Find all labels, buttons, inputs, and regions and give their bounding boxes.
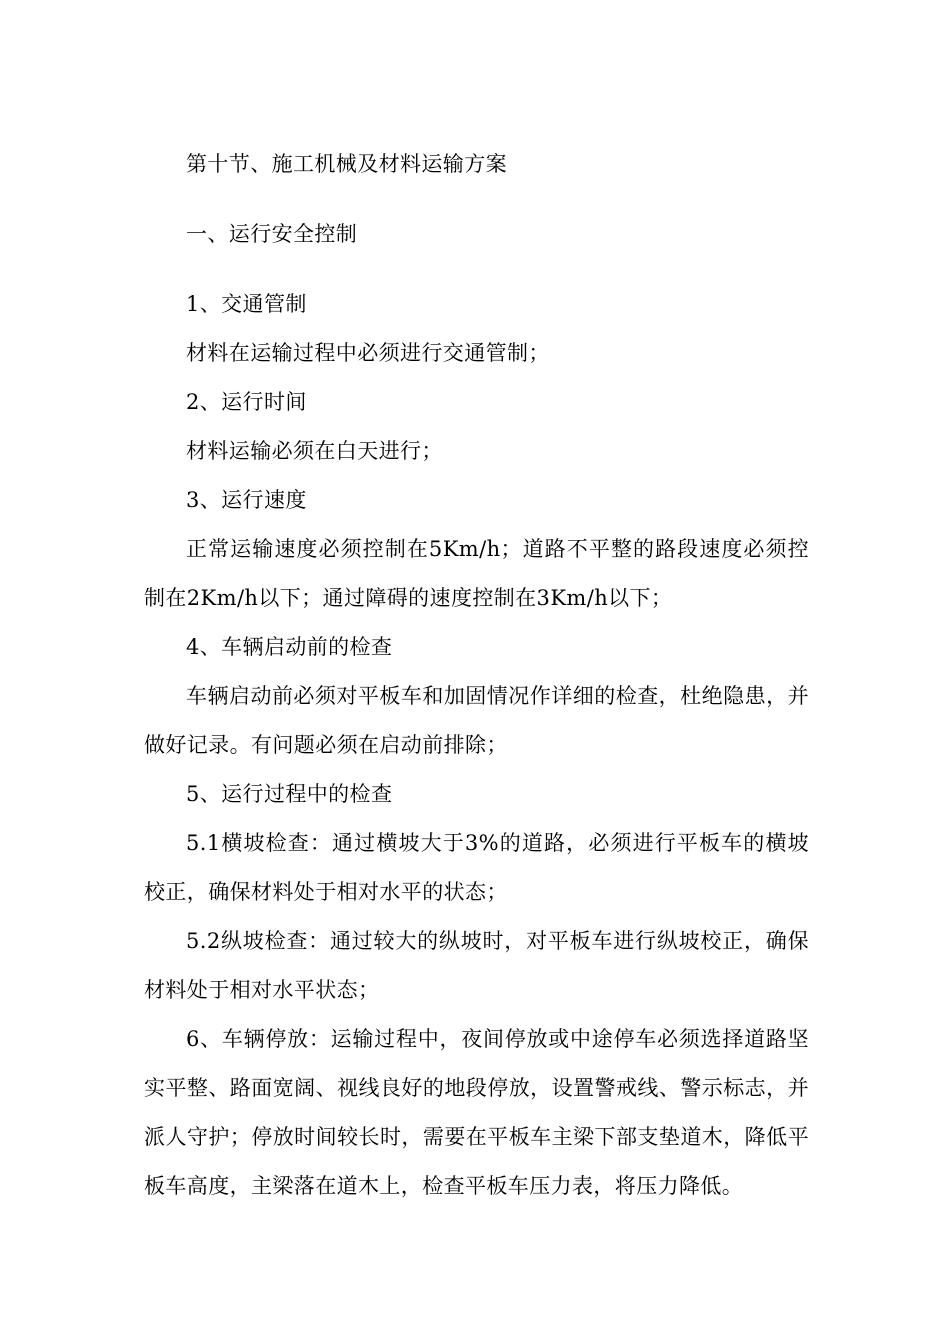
document-body — [144, 140, 809, 1211]
paragraph-operating-time: 材料运输必须在白天进行； — [186, 439, 443, 463]
part-title: 一、运行安全控制 — [186, 222, 358, 246]
paragraph-traffic-control: 材料在运输过程中必须进行交通管制； — [186, 341, 550, 365]
subheading-in-transit-inspection: 5、运行过程中的检查 — [186, 782, 393, 806]
subheading-traffic-control: 1、交通管制 — [186, 292, 307, 316]
subheading-pre-start-inspection: 4、车辆启动前的检查 — [186, 635, 393, 659]
subheading-operating-speed: 3、运行速度 — [186, 488, 307, 512]
paragraph-pre-start-inspection: 车辆启动前必须对平板车和加固情况作详细的检查，杜绝隐患，并做好记录。有问题必须在启动前排除； — [144, 684, 809, 757]
paragraph-cross-slope-check: 5.1横坡检查：通过横坡大于3%的道路，必须进行平板车的横坡校正，确保材料处于相对水平的状态； — [144, 831, 809, 904]
paragraph-vehicle-parking: 6、车辆停放：运输过程中，夜间停放或中途停车必须选择道路坚实平整、路面宽阔、视线良好的地段停放，设置警戒线、警示标志，并派人守护；停放时间较长时，需要在平板车主梁下部支垫道木，降低平板车高度，主梁落在道木上，检查平板车压力表，将压力降低。 — [144, 1027, 809, 1198]
paragraph-longitudinal-slope-check: 5.2纵坡检查：通过较大的纵坡时，对平板车进行纵坡校正，确保材料处于相对水平状态； — [144, 929, 809, 1002]
section-title: 第十节、施工机械及材料运输方案 — [186, 152, 507, 176]
subheading-operating-time: 2、运行时间 — [186, 390, 307, 414]
paragraph-operating-speed: 正常运输速度必须控制在5Km/h；道路不平整的路段速度必须控制在2Km/h以下；通过障碍的速度控制在3Km/h以下； — [144, 537, 809, 610]
